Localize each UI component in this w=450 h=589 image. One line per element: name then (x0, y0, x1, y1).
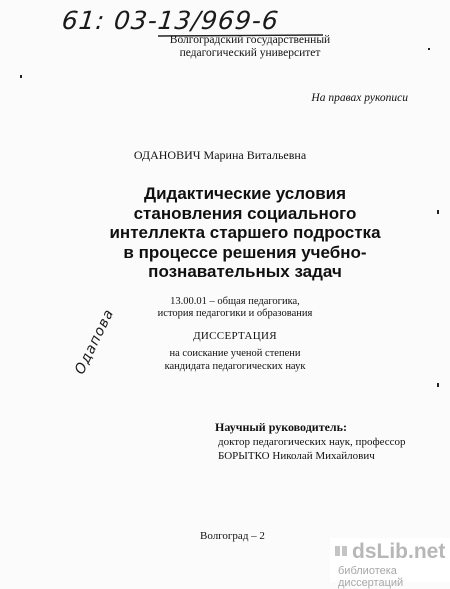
university-line-1: Волгоградский государственный (169, 34, 331, 46)
scan-speck (428, 48, 430, 50)
title-line-1: Дидактические условия (143, 184, 347, 203)
degree-line-2: кандидата педагогических наук (164, 361, 306, 372)
university-line-2: педагогический университет (179, 47, 321, 59)
supervisor-label: Научный руководитель: (215, 420, 347, 434)
handwritten-margin-note: Одапова (72, 306, 118, 378)
title-line-2: становления социального (133, 203, 357, 223)
specialty-line-1: 13.00.01 – общая педагогика, (170, 296, 300, 307)
manuscript-rights-note: На правах рукописи (311, 92, 408, 104)
supervisor-degree: доктор педагогических наук, профессор (218, 436, 406, 448)
handwritten-catalog-number: 61: 03-13/969-6 (60, 6, 281, 35)
scan-speck (20, 75, 22, 78)
university-name (125, 34, 375, 60)
degree-sought (120, 347, 350, 373)
title-line-5: познавательных задач (148, 262, 342, 281)
watermark-subtitle: библиотека диссертаций (338, 565, 404, 589)
book-icon (334, 544, 348, 558)
watermark-logo: dsLib.net (352, 540, 446, 563)
scan-speck (437, 210, 439, 214)
title-line-3: интеллекта старшего подростка (109, 223, 381, 242)
scan-speck (437, 383, 439, 387)
watermark[interactable] (330, 538, 450, 589)
degree-line-1: на соискание ученой степени (169, 348, 301, 359)
city-year: Волгоград – 2 (200, 530, 265, 542)
title-line-4: в процессе решения учебно- (123, 242, 367, 262)
supervisor-name: БОРЫТКО Николай Михайлович (218, 450, 375, 462)
specialty-line-2: история педагогики и образования (157, 308, 313, 319)
document-type: ДИССЕРТАЦИЯ (193, 330, 277, 342)
author-name: ОДАНОВИЧ Марина Витальевна (133, 148, 307, 162)
specialty-code (120, 296, 350, 320)
dissertation-title (95, 184, 395, 282)
